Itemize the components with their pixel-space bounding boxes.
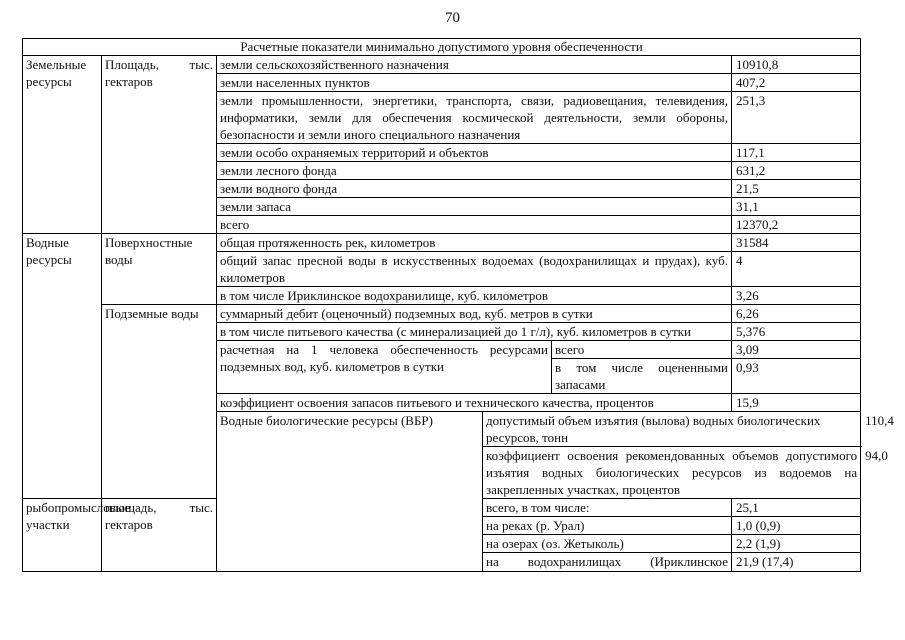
row-label: земли населенных пунктов (217, 74, 732, 92)
row-label: коэффициент освоения запасов питьевого и технического качества, процентов (217, 394, 732, 412)
row-label: коэффициент освоения рекомендованных объемов допустимого изъятия водных биологических ресурсов из водоемов на закрепленных участках, процентов (483, 447, 861, 499)
row-value: 15,9 (732, 394, 861, 412)
table-row (23, 305, 861, 323)
row-value: 251,3 (732, 92, 861, 144)
subcategory-surface-water: Поверхностные воды (102, 234, 217, 305)
row-value: 6,26 (732, 305, 861, 323)
row-value: 31,1 (732, 198, 861, 216)
row-label: всего, в том числе: (483, 499, 732, 517)
table-caption: Расчетные показатели минимально допустимого уровня обеспеченности (23, 39, 861, 56)
row-label: земли промышленности, энергетики, транспорта, связи, радиовещания, телевидения, информатики, земли для обеспечения космической деятельности, земли обороны, безопасности и земли иного специального назначения (217, 92, 732, 144)
fishing-area-sub: площадь, тыс. гектаров (102, 499, 217, 572)
row-value: 3,26 (732, 287, 861, 305)
per-capita-label: расчетная на 1 человека обеспеченность ресурсами подземных вод, куб. километров в сутки (217, 341, 552, 394)
fishing-areas-label: рыбопромысловые участки (23, 499, 102, 572)
row-value: 5,376 (732, 323, 861, 341)
row-value: 21,5 (732, 180, 861, 198)
row-label: в том числе оцененными запасами (552, 359, 732, 394)
row-label: в том числе питьевого качества (с минерализацией до 1 г/л), куб. километров в сутки (217, 323, 732, 341)
subcategory-ground-water: Подземные воды (102, 305, 217, 499)
category-land: Земельные ресурсы (23, 56, 102, 234)
row-value: 1,0 (0,9) (732, 517, 861, 535)
row-value: 4 (732, 252, 861, 287)
row-label: общая протяженность рек, километров (217, 234, 732, 252)
row-label: всего (552, 341, 732, 359)
row-value: 21,9 (17,4) (732, 553, 861, 572)
row-value: 2,2 (1,9) (732, 535, 861, 553)
row-value: 10910,8 (732, 56, 861, 74)
table-row (23, 234, 861, 252)
row-label: в том числе Ириклинское водохранилище, куб. километров (217, 287, 732, 305)
row-label: земли особо охраняемых территорий и объектов (217, 144, 732, 162)
row-label: на реках (р. Урал) (483, 517, 732, 535)
row-value: 3,09 (732, 341, 861, 359)
row-label: земли сельскохозяйственного назначения (217, 56, 732, 74)
page-number: 70 (445, 10, 460, 26)
subcategory-land-area: Площадь, тыс. гектаров (102, 56, 217, 234)
row-label: земли лесного фонда (217, 162, 732, 180)
row-value: 25,1 (732, 499, 861, 517)
row-value: 0,93 (732, 359, 861, 394)
row-label: общий запас пресной воды в искусственных водоемах (водохранилищах и прудах), куб. километров (217, 252, 732, 287)
row-label: на водохранилищах (Ириклинское (483, 553, 732, 572)
row-label: земли водного фонда (217, 180, 732, 198)
row-value: 117,1 (732, 144, 861, 162)
row-value: 407,2 (732, 74, 861, 92)
row-value: 631,2 (732, 162, 861, 180)
row-label: земли запаса (217, 198, 732, 216)
category-water: Водные ресурсы (23, 234, 102, 499)
row-value: 31584 (732, 234, 861, 252)
provision-table (22, 38, 894, 572)
table-row (23, 56, 861, 74)
row-label: на озерах (оз. Жетыколь) (483, 535, 732, 553)
row-label: допустимый объем изъятия (вылова) водных биологических ресурсов, тонн (483, 412, 861, 447)
table-row: Водные биологические ресурсы (ВБР) допустимый объем изъятия (вылова) водных биологических ресурсов, тонн 110,4 (23, 412, 861, 447)
row-value: 12370,2 (732, 216, 861, 234)
category-bio: Водные биологические ресурсы (ВБР) (217, 412, 483, 572)
table-row: коэффициент освоения рекомендованных объемов допустимого изъятия водных биологических ресурсов из водоемов на закрепленных участках, процентов 94,0 (23, 447, 861, 499)
row-label: суммарный дебит (оценочный) подземных вод, куб. метров в сутки (217, 305, 732, 323)
row-label: всего (217, 216, 732, 234)
